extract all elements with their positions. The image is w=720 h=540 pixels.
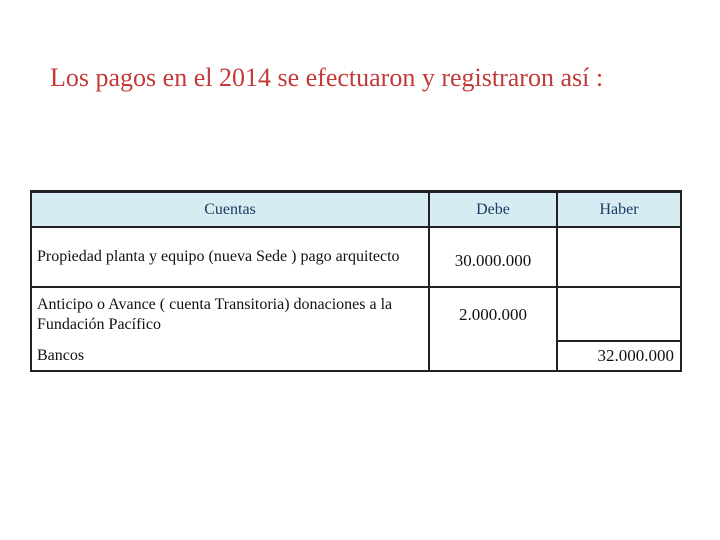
cuenta-cell: Bancos <box>31 341 429 371</box>
cuenta-cell: Anticipo o Avance ( cuenta Transitoria) donaciones a la Fundación Pacífico <box>31 287 429 341</box>
table-header-row <box>31 192 681 228</box>
journal-entry-table <box>30 190 682 372</box>
table-row <box>31 287 681 341</box>
haber-cell <box>557 287 681 341</box>
table-row <box>31 341 681 371</box>
header-haber: Haber <box>557 192 681 228</box>
header-debe: Debe <box>429 192 557 228</box>
haber-cell: 32.000.000 <box>557 341 681 371</box>
debe-cell: 2.000.000 <box>429 287 557 341</box>
haber-cell <box>557 227 681 287</box>
debe-cell: 30.000.000 <box>429 227 557 287</box>
table-row <box>31 227 681 287</box>
cuenta-cell: Propiedad planta y equipo (nueva Sede ) pago arquitecto <box>31 227 429 287</box>
slide-title: Los pagos en el 2014 se efectuaron y registraron así : <box>50 63 604 92</box>
header-cuentas: Cuentas <box>31 192 429 228</box>
debe-cell <box>429 341 557 371</box>
